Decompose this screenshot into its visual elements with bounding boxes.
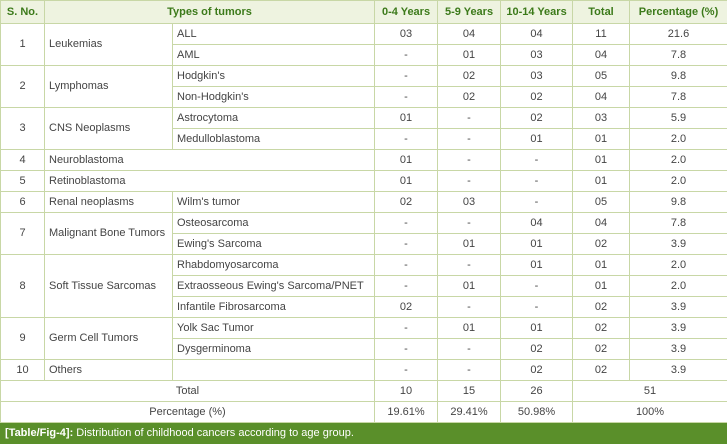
header-total: Total [573,1,630,24]
sno-cell: 3 [1,108,45,150]
percentage-cell: 5.9 [630,108,727,129]
tumor-group-cell: Retinoblastoma [45,171,375,192]
count-0-4-cell: 01 [375,150,438,171]
table-row [1,192,727,213]
count-0-4-cell: 02 [375,297,438,318]
tumor-group-cell: Others [45,360,173,381]
caption-label: [Table/Fig-4]: [5,427,74,439]
total-cell: 11 [573,24,630,45]
count-10-14-cell: 02 [501,360,573,381]
percentage-5-9-cell: 29.41% [438,402,501,423]
header-percentage: Percentage (%) [630,1,727,24]
caption-text: Distribution of childhood cancers according to age group. [73,427,354,439]
total-row-label: Total [1,381,375,402]
count-5-9-cell: 03 [438,192,501,213]
tumor-subtype-cell: Yolk Sac Tumor [173,318,375,339]
sno-cell: 10 [1,360,45,381]
tumor-subtype-cell [173,360,375,381]
total-cell: 01 [573,129,630,150]
count-5-9-cell: - [438,108,501,129]
header-types: Types of tumors [45,1,375,24]
count-0-4-cell: - [375,276,438,297]
tumor-group-cell: Leukemias [45,24,173,66]
count-10-14-cell: - [501,192,573,213]
total-cell: 02 [573,339,630,360]
count-5-9-cell: - [438,339,501,360]
table-row [1,24,727,45]
percentage-cell: 2.0 [630,129,727,150]
total-row [1,381,727,402]
count-0-4-cell: - [375,360,438,381]
count-5-9-cell: 01 [438,234,501,255]
count-0-4-cell: - [375,87,438,108]
sno-cell: 6 [1,192,45,213]
sno-cell: 1 [1,24,45,66]
table-row [1,255,727,276]
count-0-4-cell: - [375,234,438,255]
count-5-9-cell: - [438,255,501,276]
percentage-cell: 7.8 [630,213,727,234]
tumor-subtype-cell: Rhabdomyosarcoma [173,255,375,276]
count-5-9-cell: - [438,360,501,381]
percentage-cell: 3.9 [630,318,727,339]
header-0-4-years: 0-4 Years [375,1,438,24]
sno-cell: 9 [1,318,45,360]
percentage-cell: 2.0 [630,150,727,171]
total-cell: 03 [573,108,630,129]
count-10-14-cell: 02 [501,87,573,108]
sno-cell: 4 [1,150,45,171]
percentage-10-14-cell: 50.98% [501,402,573,423]
total-cell: 02 [573,360,630,381]
tumor-subtype-cell: Dysgerminoma [173,339,375,360]
count-5-9-cell: 02 [438,66,501,87]
tumor-group-cell: Neuroblastoma [45,150,375,171]
count-10-14-cell: 04 [501,24,573,45]
count-10-14-cell: 01 [501,129,573,150]
count-10-14-cell: 02 [501,339,573,360]
count-0-4-cell: 02 [375,192,438,213]
table-row [1,318,727,339]
percentage-cell: 9.8 [630,66,727,87]
count-5-9-cell: 02 [438,87,501,108]
tumor-subtype-cell: Astrocytoma [173,108,375,129]
table-caption [0,423,727,444]
count-5-9-cell: - [438,213,501,234]
percentage-cell: 2.0 [630,255,727,276]
percentage-cell: 7.8 [630,45,727,66]
count-5-9-cell: 01 [438,45,501,66]
total-cell: 01 [573,150,630,171]
total-cell: 01 [573,255,630,276]
tumor-subtype-cell: Osteosarcoma [173,213,375,234]
count-0-4-cell: - [375,339,438,360]
percentage-cell: 3.9 [630,234,727,255]
tumor-subtype-cell: Extraosseous Ewing's Sarcoma/PNET [173,276,375,297]
percentage-cell: 21.6 [630,24,727,45]
count-10-14-cell: 04 [501,213,573,234]
total-5-9-cell: 15 [438,381,501,402]
header-sno: S. No. [1,1,45,24]
tumor-group-cell: CNS Neoplasms [45,108,173,150]
percentage-0-4-cell: 19.61% [375,402,438,423]
tumor-group-cell: Renal neoplasms [45,192,173,213]
table-row [1,108,727,129]
count-0-4-cell: - [375,318,438,339]
percentage-cell: 3.9 [630,297,727,318]
count-5-9-cell: - [438,150,501,171]
count-10-14-cell: 01 [501,234,573,255]
count-10-14-cell: 03 [501,66,573,87]
count-0-4-cell: - [375,45,438,66]
percentage-row-label: Percentage (%) [1,402,375,423]
count-0-4-cell: 03 [375,24,438,45]
count-0-4-cell: 01 [375,108,438,129]
tumor-group-cell: Lymphomas [45,66,173,108]
count-5-9-cell: 01 [438,318,501,339]
count-10-14-cell: - [501,276,573,297]
count-0-4-cell: - [375,66,438,87]
total-cell: 04 [573,87,630,108]
total-cell: 02 [573,297,630,318]
count-10-14-cell: 03 [501,45,573,66]
total-cell: 05 [573,66,630,87]
table-row [1,150,727,171]
table-row [1,171,727,192]
table-row [1,213,727,234]
count-10-14-cell: 01 [501,255,573,276]
count-10-14-cell: 01 [501,318,573,339]
count-5-9-cell: - [438,297,501,318]
count-5-9-cell: - [438,129,501,150]
tumor-group-cell: Soft Tissue Sarcomas [45,255,173,318]
sno-cell: 7 [1,213,45,255]
tumor-group-cell: Germ Cell Tumors [45,318,173,360]
total-cell: 02 [573,234,630,255]
total-cell: 02 [573,318,630,339]
header-row [1,1,727,24]
tumor-subtype-cell: Non-Hodgkin's [173,87,375,108]
count-5-9-cell: - [438,171,501,192]
percentage-cell: 2.0 [630,276,727,297]
percentage-row [1,402,727,423]
header-5-9-years: 5-9 Years [438,1,501,24]
tumor-subtype-cell: AML [173,45,375,66]
header-10-14-years: 10-14 Years [501,1,573,24]
percentage-cell: 3.9 [630,339,727,360]
tumor-group-cell: Malignant Bone Tumors [45,213,173,255]
tumor-subtype-cell: Wilm's tumor [173,192,375,213]
percentage-cell: 7.8 [630,87,727,108]
sno-cell: 8 [1,255,45,318]
count-0-4-cell: - [375,213,438,234]
sno-cell: 2 [1,66,45,108]
count-0-4-cell: 01 [375,171,438,192]
count-10-14-cell: - [501,171,573,192]
table-row [1,360,727,381]
total-cell: 04 [573,213,630,234]
count-0-4-cell: - [375,255,438,276]
tumor-subtype-cell: Infantile Fibrosarcoma [173,297,375,318]
percentage-cell: 3.9 [630,360,727,381]
count-10-14-cell: - [501,297,573,318]
sno-cell: 5 [1,171,45,192]
tumor-subtype-cell: Ewing's Sarcoma [173,234,375,255]
tumor-subtype-cell: ALL [173,24,375,45]
percentage-cell: 2.0 [630,171,727,192]
total-cell: 01 [573,276,630,297]
count-5-9-cell: 01 [438,276,501,297]
percentage-total-cell: 100% [573,402,727,423]
count-10-14-cell: - [501,150,573,171]
total-0-4-cell: 10 [375,381,438,402]
total-cell: 05 [573,192,630,213]
count-5-9-cell: 04 [438,24,501,45]
count-10-14-cell: 02 [501,108,573,129]
total-cell: 01 [573,171,630,192]
tumor-subtype-cell: Hodgkin's [173,66,375,87]
table-row [1,66,727,87]
count-0-4-cell: - [375,129,438,150]
total-cell: 04 [573,45,630,66]
total-10-14-cell: 26 [501,381,573,402]
grand-total-cell: 51 [573,381,727,402]
tumor-subtype-cell: Medulloblastoma [173,129,375,150]
percentage-cell: 9.8 [630,192,727,213]
